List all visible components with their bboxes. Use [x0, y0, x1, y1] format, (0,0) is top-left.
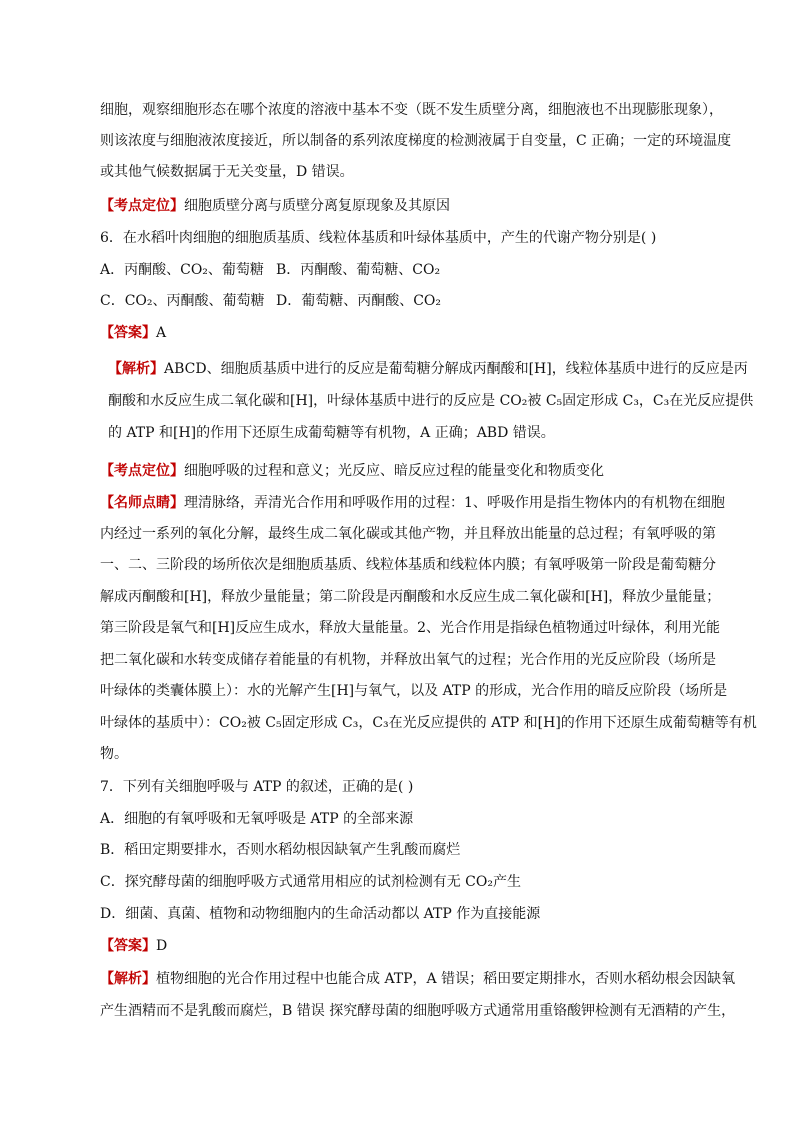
q6-stem: 6．在水稻叶肉细胞的细胞质基质、线粒体基质和叶绿体基质中，产生的代谢产物分别是( ) — [100, 230, 657, 246]
q6-teacher-tip-line-1 — [100, 493, 740, 513]
q7-option-a: A．细胞的有氧呼吸和无氧呼吸是 ATP 的全部来源 — [100, 811, 414, 827]
q7-option-c: C．探究酵母菌的细胞呼吸方式通常用相应的试剂检测有无 CO₂产生 — [100, 874, 521, 890]
answer-value: D — [156, 938, 168, 954]
exam-point-text: 细胞质壁分离与质壁分离复原现象及其原因 — [184, 198, 450, 214]
explanation-text: ABCD、细胞质基质中进行的反应是葡萄糖分解成丙酮酸和[H]，线粒体基质中进行的反应是丙 — [164, 361, 748, 377]
exam-point-text: 细胞呼吸的过程和意义；光反应、暗反应过程的能量变化和物质变化 — [184, 463, 604, 479]
q6-teacher-tip-line-7: 叶绿体的类囊体膜上）：水的光解产生[H]与氧气，以及 ATP 的形成，光合作用的暗反应阶段（场所是 — [100, 683, 728, 699]
q7-explanation-line-1 — [100, 969, 740, 989]
q6-teacher-tip-line-8: 叶绿体的基质中）：CO₂被 C₅固定形成 C₃，C₃在光反应提供的 ATP 和[H]的作用下还原生成葡萄糖等有机 — [100, 715, 757, 731]
q6-teacher-tip-line-5: 第三阶段是氧气和[H]反应生成水，释放大量能量。2、光合作用是指绿色植物通过叶绿体，利用光能 — [100, 620, 721, 636]
q6-option-b: B．丙酮酸、葡萄糖、CO₂ — [276, 262, 441, 278]
prev-explanation-line-2: 则该浓度与细胞液浓度接近，所以制备的系列浓度梯度的检测液属于自变量，C 正确；一定的环境温度 — [100, 133, 732, 149]
q6-teacher-tip-line-9: 物。 — [100, 746, 128, 762]
q6-option-a: A．丙酮酸、CO₂、葡萄糖 — [100, 262, 264, 278]
prev-exam-point — [100, 196, 740, 216]
q6-option-d: D．葡萄糖、丙酮酸、CO₂ — [276, 293, 442, 309]
prev-explanation-line-3: 或其他气候数据属于无关变量，D 错误。 — [100, 164, 354, 180]
q6-teacher-tip-line-6: 把二氧化碳和水转变成储存着能量的有机物，并释放出氧气的过程；光合作用的光反应阶段（场所是 — [100, 652, 716, 668]
answer-value: A — [156, 325, 167, 341]
q7-answer — [100, 936, 740, 956]
q7-stem: 7．下列有关细胞呼吸与 ATP 的叙述，正确的是( ) — [100, 779, 414, 795]
teacher-tip-tag: 【名师点睛】 — [100, 495, 184, 511]
q6-explanation-line-2: 酮酸和水反应生成二氧化碳和[H]，叶绿体基质中进行的反应是 CO₂被 C₅固定形成 C₃，C₃在光反应提供 — [108, 393, 754, 409]
q6-exam-point — [100, 461, 740, 481]
exam-point-tag: 【考点定位】 — [100, 198, 184, 214]
q6-answer — [100, 323, 740, 343]
q7-option-b: B．稻田定期要排水，否则水稻幼根因缺氧产生乳酸而腐烂 — [100, 842, 461, 858]
q6-option-c: C．CO₂、丙酮酸、葡萄糖 — [100, 293, 265, 309]
teacher-tip-text: 理清脉络，弄清光合作用和呼吸作用的过程：1、呼吸作用是指生物体内的有机物在细胞 — [184, 495, 725, 511]
answer-tag: 【答案】 — [100, 938, 156, 954]
q6-teacher-tip-line-4: 解成丙酮酸和[H]，释放少量能量；第二阶段是丙酮酸和水反应生成二氧化碳和[H]，释放少量能量； — [100, 589, 721, 605]
q7-option-d: D．细菌、真菌、植物和动物细胞内的生命活动都以 ATP 作为直接能源 — [100, 906, 541, 922]
exam-point-tag: 【考点定位】 — [100, 463, 184, 479]
answer-tag: 【答案】 — [100, 325, 156, 341]
q6-teacher-tip-line-2: 内经过一系列的氧化分解，最终生成二氧化碳或其他产物，并且释放出能量的总过程；有氧呼吸的第 — [100, 526, 716, 542]
explanation-tag: 【解析】 — [100, 971, 156, 987]
q6-explanation-line-3: 的 ATP 和[H]的作用下还原生成葡萄糖等有机物，A 正确；ABD 错误。 — [108, 425, 555, 441]
q6-explanation-line-1 — [108, 359, 748, 379]
prev-explanation-line-1: 细胞，观察细胞形态在哪个浓度的溶液中基本不变（既不发生质壁分离，细胞液也不出现膨胀现象）， — [100, 102, 723, 118]
q6-teacher-tip-line-3: 一、二、三阶段的场所依次是细胞质基质、线粒体基质和线粒体内膜；有氧呼吸第一阶段是葡萄糖分 — [100, 557, 716, 573]
explanation-tag: 【解析】 — [108, 361, 164, 377]
q7-explanation-line-2: 产生酒精而不是乳酸而腐烂，B 错误 探究酵母菌的细胞呼吸方式通常用重铬酸钾检测有无酒精的产生， — [100, 1003, 736, 1019]
explanation-text: 植物细胞的光合作用过程中也能合成 ATP，A 错误；稻田要定期排水，否则水稻幼根会因缺氧 — [156, 971, 736, 987]
